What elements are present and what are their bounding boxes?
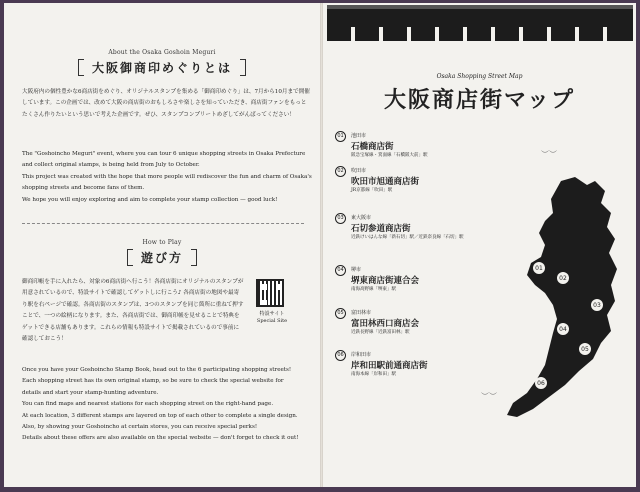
shop-station: 近鉄けいはんな線「新石切」駅／近鉄奈良線「石切」駅 [351,235,464,240]
about-jp-text: 大阪府内の個性豊かな6商店街をめぐり、オリジナルスタンプを集める「御商印めぐり」は、7月から10月まで開催しています。この企画では、改めて大阪の商店街のおもしろさや楽しさを知っていただき、商店街ファンをもっとたくさん作りたいという思いで考えた企画です。ぜひ、スタンプコンプリートめざしてがんばってください！ [22,89,310,118]
map-marker-label-03: 03 [593,302,601,309]
howto-en-line: Also, by showing your Goshoincho at certain stores, you can receive special perks! [22,424,258,431]
map-heading-en: Osaka Shopping Street Map [436,73,523,80]
shop-number: 01 [335,131,346,142]
qr-label-jp: 特設サイト [259,311,285,317]
shop-name: 吹田市旭通商店街 [351,177,420,187]
shop-name: 石橋商店街 [351,142,394,152]
howto-en-line: details and start your stamp-hunting adventure. [22,389,159,396]
shop-name: 富田林西口商店会 [351,319,420,329]
left-page [4,3,320,487]
map-title: 大阪商店街マップ [383,87,576,113]
osaka-silhouette [507,177,617,417]
howto-en-line: At each location, 3 different stamps are layered on top of each other to complete a single design. [22,412,298,419]
qr-code[interactable] [256,279,284,307]
shop-number: 05 [335,308,346,319]
howto-jp-text: 御商印帳を手に入れたら、対象の6商店街へ行こう！各商店街にオリジナルのスタンプが用意されているので、特設サイトで確認してゲットしに行こう♪ 各商店街の地図や最寄り駅を右ページで確認。各商店街のスタンプは、3つのスタンプを同じ箇所に重ねて押すことで、一つの絵柄になります。また、各商店街では、御商印帳を見せることで特典をゲットできる店舗もあります。これらの情報も特設サイトで掲載されているので事前に確認しておこう！ [22,279,244,343]
osaka-prefecture-map [483,173,633,423]
shop-city: 富田林市 [351,310,372,316]
map-marker-label-06: 06 [537,380,545,387]
shop-number: 03 [335,213,346,224]
howto-en-line: Each shopping street has its own original stamp, so be sure to check the special website for [22,378,284,385]
about-heading [4,49,320,76]
about-en-text-1: The "Goshoincho Meguri" event, where you can tour 6 unique shopping streets in Osaka Prefecture and collect original stamps, is being held from July to October. [22,151,306,169]
noren-curtain-decoration [327,5,633,45]
shop-number: 04 [335,265,346,276]
shop-number: 02 [335,166,346,177]
bird-decoration-icon: ︶︶ [481,392,497,401]
howto-heading [4,239,320,266]
shop-name: 堺東商店街連合会 [351,276,420,286]
right-page [323,3,636,487]
map-marker-label-01: 01 [535,265,543,272]
howto-heading-jp: 遊び方 [127,249,197,266]
qr-label-en: Special Site [256,318,288,324]
shop-number: 06 [335,350,346,361]
qr-label [250,311,294,325]
shop-city: 岸和田市 [351,352,372,358]
about-heading-en: About the Osaka Goshoin Meguri [108,49,216,56]
about-heading-jp: 大阪御商印めぐりとは [78,59,246,76]
shop-station: 南海本線「岸和田」駅 [351,372,396,377]
howto-en-text [22,365,312,445]
map-marker-label-04: 04 [559,326,567,333]
about-en-text-2: This project was created with the hope that more people will rediscover the fun and charm of Osaka's shopping streets and become fans of them. [22,174,312,192]
shop-station: 南海高野線「堺東」駅 [351,287,396,292]
section-divider [22,223,304,224]
howto-en-line: Once you have your Goshoincho Stamp Book, head out to the 6 participating shopping streets! [22,367,292,373]
shop-station: JR京都線「吹田」駅 [351,188,393,193]
howto-en-line: Details about these offers are also available on the special website — don't forget to check it out! [22,435,299,442]
howto-en-line: You can find maps and nearest stations for each shopping street on the right-hand page. [22,401,274,408]
shop-station: 近鉄長野線「近鉄富田林」駅 [351,330,410,335]
shop-name: 石切参道商店街 [351,224,411,234]
shop-city: 池田市 [351,133,367,139]
map-marker-label-02: 02 [559,275,567,282]
shop-city: 吹田市 [351,168,367,174]
shop-city: 東大阪市 [351,215,372,221]
booklet-spread [4,3,636,487]
shop-name: 岸和田駅前通商店街 [351,361,428,371]
bird-decoration-icon: ︶︶ [541,150,557,159]
about-en-text-3: We hope you will enjoy exploring and aim to complete your stamp collection — good luck! [22,197,278,203]
map-marker-label-05: 05 [581,346,589,353]
shop-city: 堺市 [351,267,362,273]
shop-station: 阪急宝塚線・箕面線「石橋阪大前」駅 [351,153,428,158]
howto-heading-en: How to Play [142,239,182,246]
